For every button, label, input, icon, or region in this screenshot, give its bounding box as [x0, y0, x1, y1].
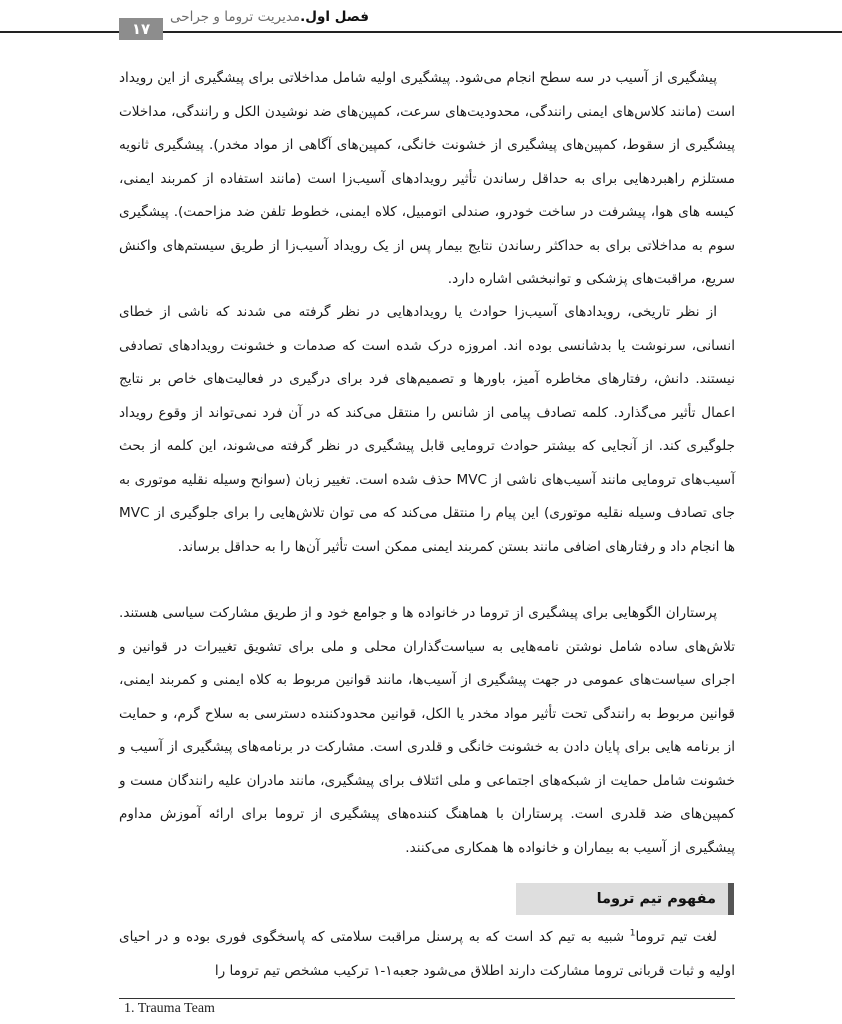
page-header: [0, 0, 842, 40]
paragraph-text-start: لغت تیم تروما: [635, 929, 717, 945]
running-title: [170, 9, 369, 25]
footnote-rule: [119, 998, 735, 999]
paragraph-text: پرستاران الگوهایی برای پیشگیری از تروما در خانواده ها و جوامع خود و از طریق مشارکت سیاسی هستند. تلاش‌های ساده شامل نوشتن نامه‌هایی به سیاست‌گذاران محلی و ملی برای تشویق تغییرات در قوانین و اجرای سیاست‌های عمومی در جهت پیشگیری از آسیب‌ها، مانند قوانین مربوط به کلاه ایمنی و کمربند ایمنی، قوانین مربوط به رانندگی تحت تأثیر مواد مخدر یا الکل، قوانین محدودکننده دسترسی به سلاح گرم، و حمایت از برنامه هایی برای پایان دادن به خشونت خانگی و قلدری است. مشارکت در برنامه‌های پیشگیری از آسیب و خشونت شامل حمایت از شبکه‌های اجتماعی و ملی ائتلاف برای پیشگیری، مانند مادران علیه رانندگان مست و کمپین‌های ضد قلدری است. پرستاران با هماهنگ کننده‌های پیشگیری از تروما برای ارائه آموزش مداوم پیشگیری از آسیب به بیماران و خانواده ها همکاری می‌کنند.: [119, 605, 735, 856]
page-number: ۱۷: [119, 18, 163, 40]
section-heading: [516, 883, 734, 915]
paragraph-text: پیشگیری از آسیب در سه سطح انجام می‌شود. پیشگیری اولیه شامل مداخلاتی برای پیشگیری از این رویداد است (مانند کلاس‌های ایمنی رانندگی، محدودیت‌های سرعت، کمپین‌های ضد نوشیدن الکل و رانندگی، مداخلات پیشگیری از سقوط، کمپین‌های پیشگیری از خشونت خانگی، کمپین‌های آگاهی از مواد مخدر). پیشگیری ثانویه مستلزم راهبردهایی برای به حداقل رساندن تأثیر رویدادهای آسیب‌زا است (مانند استفاده از کمربند ایمنی، کیسه های هوا، پیشرفت در ساخت خودرو، صندلی اتومبیل، کلاه ایمنی، خطوط تلفن ضد مزاحمت). پیشگیری سوم به مداخلاتی برای به حداکثر رساندن نتایج بیمار پس از یک رویداد آسیب‌زا از طریق سیستم‌های واکنش سریع، مراقبت‌های پزشکی و توانبخشی اشاره دارد.: [119, 70, 735, 287]
chapter-title: مدیریت تروما و جراحی: [170, 9, 301, 25]
paragraph-prevention-levels: [119, 62, 735, 297]
paragraph-history: [119, 296, 735, 564]
paragraph-text-end: شبیه به تیم کد است که به پرسنل مراقبت سلامتی که پاسخگوی فوری بوده و در احیای اولیه و ثبات قربانی تروما مشارکت دارند اطلاق می‌شود جعبه۱-۱ ترکیب مشخص تیم تروما را: [119, 929, 735, 979]
chapter-number: فصل اول.: [300, 9, 369, 25]
footnote-ref: 1: [629, 928, 636, 939]
section-heading-text: مفهوم تیم تروما: [596, 891, 716, 907]
paragraph-nurses-role: [119, 597, 735, 865]
paragraph-text: از نظر تاریخی، رویدادهای آسیب‌زا حوادث یا رویدادهایی در نظر گرفته می شدند که ناشی از خطای انسانی، سرنوشت یا بدشانسی بوده اند. امروزه درک شده است که صدمات و خشونت رویدادهای تصادفی نیستند. دانش، رفتارهای مخاطره آمیز، باورها و تصمیم‌های فرد برای درگیری در فعالیت‌های خاص بر نتایج اعمال تأثیر می‌گذارد. کلمه تصادف پیامی از شانس را منتقل می‌کند که در آن فرد نمی‌تواند از وقوع رویداد جلوگیری کند. از آنجایی که بیشتر حوادث ترومایی قابل پیشگیری در نظر گرفته می‌شوند، این کلمه از بحث آسیب‌های ترومایی مانند آسیب‌های ناشی از MVC حذف شده است. تغییر زبان (سوانح وسیله نقلیه موتوری به جای تصادف وسیله نقلیه موتوری) این پیام را منتقل می‌کند که می توان تلاش‌هایی را برای جلوگیری از MVC ها انجام داد و رفتارهای اضافی مانند بستن کمربند ایمنی ممکن است تأثیر آن‌ها را به حداقل برساند.: [119, 304, 735, 555]
footnote: 1. Trauma Team: [124, 1001, 215, 1016]
paragraph-trauma-team: [119, 921, 735, 988]
paragraph-text: [119, 921, 735, 988]
